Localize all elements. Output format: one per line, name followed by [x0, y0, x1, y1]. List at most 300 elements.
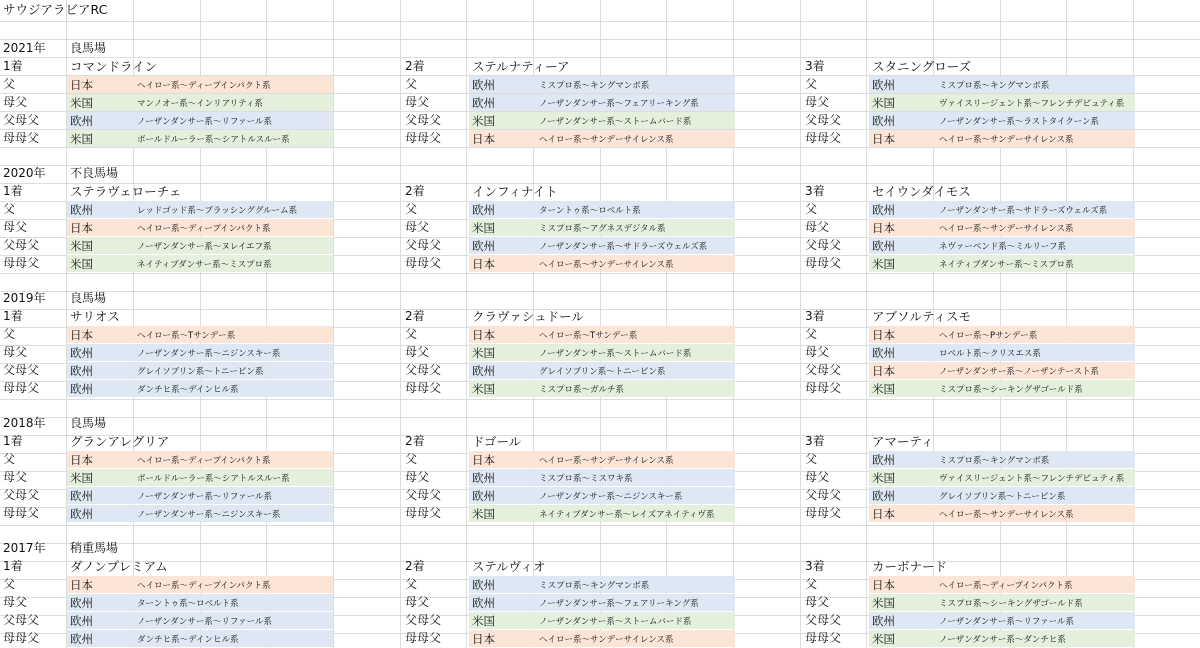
region-label: 欧州	[70, 114, 93, 128]
horse-name: アマーティ	[872, 434, 934, 449]
region-label: 米国	[70, 471, 93, 485]
pedigree-row	[0, 611, 1200, 630]
rank-label: 3着	[805, 59, 825, 73]
year-label: 2021年	[3, 41, 46, 55]
sire-line: ミスプロ系～ガルチ系	[539, 385, 625, 395]
sire-line: ヘイロー系～サンデーサイレンス系	[539, 635, 674, 645]
sire-line: ヘイロー系～Tサンデー系	[539, 331, 638, 341]
sire-line: ノーザンダンサー系～ヌレイエフ系	[137, 242, 272, 252]
sire-line: グレイソブリン系～トニービン系	[137, 367, 264, 377]
region-label: 日本	[472, 257, 495, 271]
horse-name: サリオス	[70, 309, 120, 324]
sire-line: ノーザンダンサー系～ノーザンテースト系	[939, 367, 1099, 377]
region-label: 日本	[70, 221, 93, 235]
bloodline-cell	[67, 237, 333, 254]
relation-label: 父	[405, 452, 418, 466]
year-label: 2019年	[3, 291, 46, 305]
bloodline-cell	[469, 487, 735, 504]
sire-line: ミスプロ系～シーキングザゴールド系	[939, 599, 1083, 609]
horse-name: グランアレグリア	[70, 434, 170, 449]
sire-line: ヘイロー系～Pサンデー系	[939, 331, 1038, 341]
relation-label: 父母父	[3, 613, 40, 627]
sire-line: ヴァイスリージェント系～フレンチデピュティ系	[939, 474, 1125, 484]
horse-name: セイウンダイモス	[872, 184, 971, 199]
bloodline-cell	[67, 505, 333, 522]
relation-label: 母母父	[3, 131, 40, 145]
pedigree-row	[0, 629, 1200, 648]
bloodline-cell	[67, 112, 333, 129]
region-label: 欧州	[472, 78, 495, 92]
sire-line: ノーザンダンサー系～リファール系	[137, 617, 272, 627]
relation-label: 父	[805, 202, 818, 216]
bloodline-cell	[469, 112, 735, 129]
bloodline-cell	[869, 344, 1135, 361]
pedigree-row	[0, 254, 1200, 273]
region-label: 日本	[872, 364, 895, 378]
region-label: 米国	[70, 257, 93, 271]
bloodline-cell	[469, 362, 735, 379]
relation-label: 母母父	[3, 381, 40, 395]
relation-label: 母母父	[405, 131, 442, 145]
sire-line: ミスプロ系～ミスワキ系	[539, 474, 633, 484]
region-label: 欧州	[472, 578, 495, 592]
relation-label: 母父	[3, 95, 28, 109]
relation-label: 母母父	[405, 381, 442, 395]
region-label: 米国	[70, 96, 93, 110]
sire-line: ノーザンダンサー系～ニジンスキー系	[137, 349, 281, 359]
sire-line: ヘイロー系～サンデーサイレンス系	[539, 135, 674, 145]
relation-label: 父母父	[805, 613, 842, 627]
sire-line: ヘイロー系～サンデーサイレンス系	[939, 224, 1074, 234]
bloodline-cell	[469, 630, 735, 647]
rank-label: 2着	[405, 59, 425, 73]
bloodline-cell	[469, 594, 735, 611]
region-label: 欧州	[872, 78, 895, 92]
bloodline-cell	[67, 130, 333, 147]
horse-name: ステルヴィオ	[472, 559, 546, 574]
bloodline-cell	[469, 451, 735, 468]
bloodline-cell	[469, 380, 735, 397]
relation-label: 母母父	[805, 506, 842, 520]
pedigree-row	[0, 75, 1200, 94]
region-label: 欧州	[872, 614, 895, 628]
relation-label: 父	[3, 202, 16, 216]
placing-header-row	[0, 182, 1200, 201]
bloodline-cell	[67, 594, 333, 611]
relation-label: 母父	[805, 345, 830, 359]
sire-line: ヘイロー系～サンデーサイレンス系	[539, 260, 674, 270]
region-label: 日本	[872, 221, 895, 235]
relation-label: 父母父	[805, 488, 842, 502]
placing-header-row	[0, 432, 1200, 451]
relation-label: 父	[3, 577, 16, 591]
relation-label: 父母父	[405, 238, 442, 252]
sire-line: ノーザンダンサー系～フェアリーキング系	[539, 99, 699, 109]
horse-name: コマンドライン	[70, 59, 158, 74]
pedigree-row	[0, 218, 1200, 237]
sire-line: ミスプロ系～キングマンボ系	[539, 81, 650, 91]
year-row	[0, 414, 1200, 433]
region-label: 欧州	[70, 596, 93, 610]
bloodline-cell	[869, 76, 1135, 93]
sire-line: ノーザンダンサー系～ダンチヒ系	[939, 635, 1066, 645]
region-label: 日本	[472, 328, 495, 342]
sire-line: ヴァイスリージェント系～フレンチデピュティ系	[939, 99, 1125, 109]
region-label: 米国	[872, 257, 895, 271]
relation-label: 父	[805, 327, 818, 341]
region-label: 日本	[872, 132, 895, 146]
region-label: 日本	[872, 507, 895, 521]
bloodline-cell	[869, 326, 1135, 343]
horse-name: ステラヴェローチェ	[70, 184, 182, 199]
rank-label: 3着	[805, 559, 825, 573]
year-label: 2017年	[3, 541, 46, 555]
sire-line: ヘイロー系～サンデーサイレンス系	[939, 510, 1074, 520]
relation-label: 母父	[405, 345, 430, 359]
relation-label: 母父	[805, 470, 830, 484]
bloodline-cell	[469, 505, 735, 522]
sire-line: ネイティブダンサー系～ミスプロ系	[939, 260, 1074, 270]
year-label: 2018年	[3, 416, 46, 430]
region-label: 日本	[70, 453, 93, 467]
region-label: 米国	[872, 632, 895, 646]
bloodline-cell	[869, 380, 1135, 397]
sire-line: ミスプロ系～シーキングザゴールド系	[939, 385, 1083, 395]
relation-label: 父母父	[405, 613, 442, 627]
rank-label: 2着	[405, 434, 425, 448]
sire-line: ターントゥ系～ロベルト系	[137, 599, 239, 609]
region-label: 欧州	[70, 489, 93, 503]
pedigree-row	[0, 593, 1200, 612]
region-label: 欧州	[872, 114, 895, 128]
relation-label: 父母父	[805, 238, 842, 252]
bloodline-cell	[469, 255, 735, 272]
sire-line: ネヴァーベンド系～ミルリーフ系	[939, 242, 1066, 252]
relation-label: 父	[3, 327, 16, 341]
region-label: 欧州	[70, 614, 93, 628]
region-label: 欧州	[472, 239, 495, 253]
pedigree-row	[0, 325, 1200, 344]
sire-line: ノーザンダンサー系～ストームバード系	[539, 349, 692, 359]
bloodline-cell	[869, 201, 1135, 218]
bloodline-cell	[869, 630, 1135, 647]
region-label: 欧州	[70, 364, 93, 378]
bloodline-cell	[469, 94, 735, 111]
rank-label: 1着	[3, 184, 23, 198]
horse-name: スタニングローズ	[872, 59, 972, 74]
region-label: 欧州	[872, 203, 895, 217]
sire-line: ノーザンダンサー系～ニジンスキー系	[539, 492, 683, 502]
sire-line: ヘイロー系～サンデーサイレンス系	[939, 135, 1074, 145]
sire-line: ダンチヒ系～デインヒル系	[137, 635, 239, 645]
relation-label: 父	[3, 452, 16, 466]
sire-line: ボールドルーラー系～シアトルスルー系	[137, 474, 290, 484]
region-label: 米国	[472, 221, 495, 235]
relation-label: 母母父	[3, 256, 40, 270]
region-label: 欧州	[872, 453, 895, 467]
bloodline-cell	[869, 362, 1135, 379]
relation-label: 母母父	[405, 506, 442, 520]
sire-line: ミスプロ系～キングマンボ系	[539, 581, 650, 591]
region-label: 日本	[70, 328, 93, 342]
region-label: 米国	[872, 382, 895, 396]
relation-label: 父	[405, 577, 418, 591]
sire-line: ミスプロ系～キングマンボ系	[939, 81, 1050, 91]
region-label: 欧州	[70, 346, 93, 360]
horse-name: クラヴァシュドール	[472, 309, 584, 324]
region-label: 欧州	[472, 471, 495, 485]
sire-line: ヘイロー系～ディープインパクト系	[939, 581, 1073, 591]
relation-label: 父母父	[3, 238, 40, 252]
bloodline-cell	[869, 594, 1135, 611]
bloodline-cell	[869, 255, 1135, 272]
rank-label: 2着	[405, 309, 425, 323]
region-label: 米国	[472, 382, 495, 396]
region-label: 日本	[70, 78, 93, 92]
relation-label: 母母父	[3, 506, 40, 520]
placing-header-row	[0, 307, 1200, 326]
bloodline-cell	[67, 344, 333, 361]
relation-label: 母父	[805, 595, 830, 609]
bloodline-cell	[67, 219, 333, 236]
placing-header-row	[0, 557, 1200, 576]
bloodline-cell	[67, 326, 333, 343]
region-label: 米国	[70, 132, 93, 146]
region-label: 米国	[472, 507, 495, 521]
year-row	[0, 39, 1200, 58]
relation-label: 父	[405, 202, 418, 216]
sire-line: ボールドルーラー系～シアトルスルー系	[137, 135, 290, 145]
placing-header-row	[0, 57, 1200, 76]
sire-line: ミスプロ系～アグネスデジタル系	[539, 224, 666, 234]
bloodline-cell	[67, 94, 333, 111]
region-label: 欧州	[472, 489, 495, 503]
bloodline-cell	[869, 469, 1135, 486]
relation-label: 母父	[805, 95, 830, 109]
relation-label: 父母父	[805, 113, 842, 127]
region-label: 米国	[70, 239, 93, 253]
rank-label: 2着	[405, 559, 425, 573]
relation-label: 母母父	[805, 381, 842, 395]
region-label: 欧州	[872, 346, 895, 360]
relation-label: 母父	[405, 95, 430, 109]
sheet-title: サウジアラビアRC	[3, 2, 108, 17]
pedigree-row	[0, 343, 1200, 362]
bloodline-cell	[67, 576, 333, 593]
pedigree-row	[0, 93, 1200, 112]
region-label: 欧州	[70, 203, 93, 217]
bloodline-cell	[469, 201, 735, 218]
pedigree-row	[0, 200, 1200, 219]
sire-line: ノーザンダンサー系～ニジンスキー系	[137, 510, 281, 520]
relation-label: 母母父	[805, 256, 842, 270]
track-condition: 良馬場	[70, 41, 107, 55]
relation-label: 父母父	[405, 113, 442, 127]
pedigree-row	[0, 575, 1200, 594]
relation-label: 父	[805, 452, 818, 466]
region-label: 日本	[872, 578, 895, 592]
bloodline-cell	[67, 469, 333, 486]
sire-line: ロベルト系～クリスエス系	[939, 349, 1041, 359]
bloodline-cell	[469, 219, 735, 236]
region-label: 欧州	[472, 596, 495, 610]
bloodline-cell	[469, 76, 735, 93]
year-row	[0, 289, 1200, 308]
region-label: 日本	[70, 578, 93, 592]
region-label: 欧州	[70, 382, 93, 396]
rank-label: 1着	[3, 559, 23, 573]
rank-label: 1着	[3, 309, 23, 323]
sire-line: グレイソブリン系～トニービン系	[939, 492, 1066, 502]
region-label: 米国	[472, 346, 495, 360]
pedigree-row	[0, 379, 1200, 398]
region-label: 欧州	[872, 489, 895, 503]
region-label: 欧州	[472, 96, 495, 110]
relation-label: 母父	[3, 470, 28, 484]
title-row	[0, 0, 1200, 19]
horse-name: インフィナイト	[472, 184, 558, 199]
sire-line: ヘイロー系～ディープインパクト系	[137, 81, 271, 91]
relation-label: 母父	[405, 470, 430, 484]
relation-label: 母父	[405, 220, 430, 234]
track-condition: 稍重馬場	[70, 541, 119, 555]
sire-line: ターントゥ系～ロベルト系	[539, 206, 641, 216]
pedigree-row	[0, 450, 1200, 469]
region-label: 米国	[872, 96, 895, 110]
bloodline-cell	[469, 130, 735, 147]
bloodline-cell	[869, 219, 1135, 236]
region-label: 日本	[472, 453, 495, 467]
track-condition: 良馬場	[70, 416, 107, 430]
bloodline-cell	[869, 94, 1135, 111]
pedigree-row	[0, 361, 1200, 380]
year-label: 2020年	[3, 166, 46, 180]
bloodline-cell	[469, 344, 735, 361]
relation-label: 母母父	[3, 631, 40, 645]
year-row	[0, 539, 1200, 558]
bloodline-cell	[869, 487, 1135, 504]
relation-label: 母父	[3, 595, 28, 609]
bloodline-cell	[67, 630, 333, 647]
bloodline-cell	[67, 612, 333, 629]
sire-line: ダンチヒ系～デインヒル系	[137, 385, 239, 395]
region-label: 日本	[472, 132, 495, 146]
horse-name: アブソルティスモ	[872, 309, 972, 324]
relation-label: 父	[3, 77, 16, 91]
region-label: 欧州	[472, 364, 495, 378]
relation-label: 父母父	[3, 488, 40, 502]
bloodline-cell	[469, 237, 735, 254]
rank-label: 2着	[405, 184, 425, 198]
bloodline-cell	[67, 201, 333, 218]
sire-line: ノーザンダンサー系～サドラーズウェルズ系	[539, 242, 708, 252]
relation-label: 父母父	[805, 363, 842, 377]
bloodline-cell	[67, 255, 333, 272]
bloodline-cell	[469, 326, 735, 343]
relation-label: 母父	[405, 595, 430, 609]
bloodline-cell	[469, 612, 735, 629]
region-label: 日本	[872, 328, 895, 342]
sire-line: ネイティブダンサー系～ミスプロ系	[137, 260, 272, 270]
bloodline-cell	[469, 469, 735, 486]
sire-line: ヘイロー系～ディープインパクト系	[137, 224, 271, 234]
relation-label: 父母父	[405, 488, 442, 502]
relation-label: 父	[805, 577, 818, 591]
region-label: 米国	[472, 614, 495, 628]
region-label: 米国	[872, 471, 895, 485]
relation-label: 父	[405, 327, 418, 341]
relation-label: 母母父	[405, 256, 442, 270]
bloodline-cell	[67, 487, 333, 504]
rank-label: 1着	[3, 59, 23, 73]
sire-line: ノーザンダンサー系～ストームバード系	[539, 617, 692, 627]
rank-label: 1着	[3, 434, 23, 448]
bloodline-cell	[67, 362, 333, 379]
sire-line: ノーザンダンサー系～ストームバード系	[539, 117, 692, 127]
sire-line: ノーザンダンサー系～リファール系	[939, 617, 1074, 627]
relation-label: 母母父	[805, 131, 842, 145]
relation-label: 母母父	[805, 631, 842, 645]
bloodline-cell	[67, 76, 333, 93]
sire-line: ノーザンダンサー系～フェアリーキング系	[539, 599, 699, 609]
relation-label: 母父	[3, 345, 28, 359]
pedigree-row	[0, 236, 1200, 255]
bloodline-cell	[869, 237, 1135, 254]
relation-label: 父	[805, 77, 818, 91]
sire-line: ヘイロー系～サンデーサイレンス系	[539, 456, 674, 466]
horse-name: ドゴール	[472, 434, 522, 449]
region-label: 欧州	[70, 632, 93, 646]
bloodline-cell	[67, 380, 333, 397]
bloodline-cell	[469, 576, 735, 593]
sire-line: ヘイロー系～ディープインパクト系	[137, 456, 271, 466]
relation-label: 母父	[3, 220, 28, 234]
bloodline-cell	[67, 451, 333, 468]
sire-line: レッドゴッド系～ブラッシンググルーム系	[137, 206, 298, 216]
region-label: 日本	[472, 632, 495, 646]
bloodline-cell	[869, 112, 1135, 129]
pedigree-row	[0, 504, 1200, 523]
rank-label: 3着	[805, 309, 825, 323]
sire-line: マンノオー系～インリアリティ系	[137, 99, 263, 109]
sire-line: ノーザンダンサー系～リファール系	[137, 117, 272, 127]
relation-label: 父母父	[3, 113, 40, 127]
track-condition: 良馬場	[70, 291, 107, 305]
relation-label: 父	[405, 77, 418, 91]
relation-label: 父母父	[3, 363, 40, 377]
region-label: 欧州	[472, 203, 495, 217]
pedigree-row	[0, 129, 1200, 148]
region-label: 米国	[872, 596, 895, 610]
pedigree-row	[0, 111, 1200, 130]
sire-line: グレイソブリン系～トニービン系	[539, 367, 666, 377]
sire-line: ヘイロー系～ディープインパクト系	[137, 581, 271, 591]
bloodline-cell	[869, 612, 1135, 629]
rank-label: 3着	[805, 184, 825, 198]
relation-label: 父母父	[405, 363, 442, 377]
region-label: 欧州	[70, 507, 93, 521]
track-condition: 不良馬場	[70, 166, 119, 180]
sire-line: ノーザンダンサー系～サドラーズウェルズ系	[939, 206, 1108, 216]
bloodline-cell	[869, 130, 1135, 147]
relation-label: 母父	[805, 220, 830, 234]
rank-label: 3着	[805, 434, 825, 448]
sire-line: ヘイロー系～Tサンデー系	[137, 331, 236, 341]
sire-line: ノーザンダンサー系～ラストタイクーン系	[939, 117, 1100, 127]
region-label: 米国	[472, 114, 495, 128]
horse-name: カーボナード	[872, 559, 948, 574]
bloodline-cell	[869, 505, 1135, 522]
